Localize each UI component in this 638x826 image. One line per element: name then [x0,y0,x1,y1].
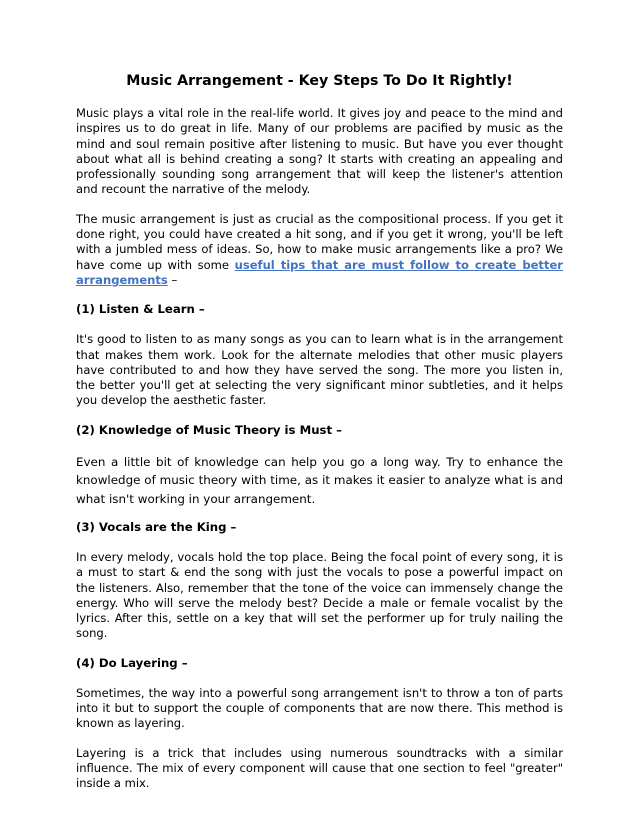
section-paragraph-listen-learn: It's good to listen to as many songs as you can to learn what is in the arrangement that makes them work. Look for the alternate melodies that other music players have contributed to and how they have served the song. The more you listen in, the better you'll get at selecting the very significant minor subtleties, and it helps you develop the aesthetic faster. [76,332,563,408]
section-paragraph-music-theory: Even a little bit of knowledge can help you go a long way. Try to enhance the knowledge of music theory with time, as it makes it easier to analyze what is and what isn't working in your arrangement. [76,454,563,506]
section-heading-listen-learn: (1) Listen & Learn – [76,302,205,317]
document-page [76,72,563,806]
section-heading-layering: (4) Do Layering – [76,655,188,670]
intro-paragraph: Music plays a vital role in the real-life world. It gives joy and peace to the mind and inspires us to do great in life. Many of our problems are pacified by music as the mind and soul remain positive after listening to music. But have you ever thought about what all is behind creating a song? It starts with creating an appealing and professionally sounding song arrangement that will keep the listener's attention and recount the narrative of the melody. [76,106,563,197]
section-heading-vocals: (3) Vocals are the King – [76,519,237,534]
useful-tips-link[interactable]: useful tips that are must follow to create better arrangements [76,257,563,287]
arrangement-text: The music arrangement is just as crucial as the compositional process. If you get it done right, you could have created a hit song, and if you get it wrong, you'll be left with a jumbled mess of ideas. So, how to make music arrangements like a pro? We have come up with some [76,211,563,272]
arrangement-text-end: – [167,272,178,287]
section-paragraph-layering-method: Sometimes, the way into a powerful song arrangement isn't to throw a ton of parts into it but to support the couple of components that are now there. This method is known as layering. [76,685,563,731]
section-paragraph-layering-trick: Layering is a trick that includes using numerous soundtracks with a similar influence. The mix of every component will cause that one section to feel "greater" inside a mix. [76,745,563,791]
section-paragraph-vocals: In every melody, vocals hold the top place. Being the focal point of every song, it is a must to start & end the song with just the vocals to pose a powerful impact on the listeners. Also, remember that the tone of the voice can immensely change the energy. Who will serve the melody best? Decide a male or female vocalist by the lyrics. After this, settle on a key that will set the performer up for truly nailing the song. [76,549,563,641]
section-heading-music-theory: (2) Knowledge of Music Theory is Must – [76,422,342,437]
arrangement-paragraph [76,212,563,288]
document-title: Music Arrangement - Key Steps To Do It Rightly! [126,73,513,89]
